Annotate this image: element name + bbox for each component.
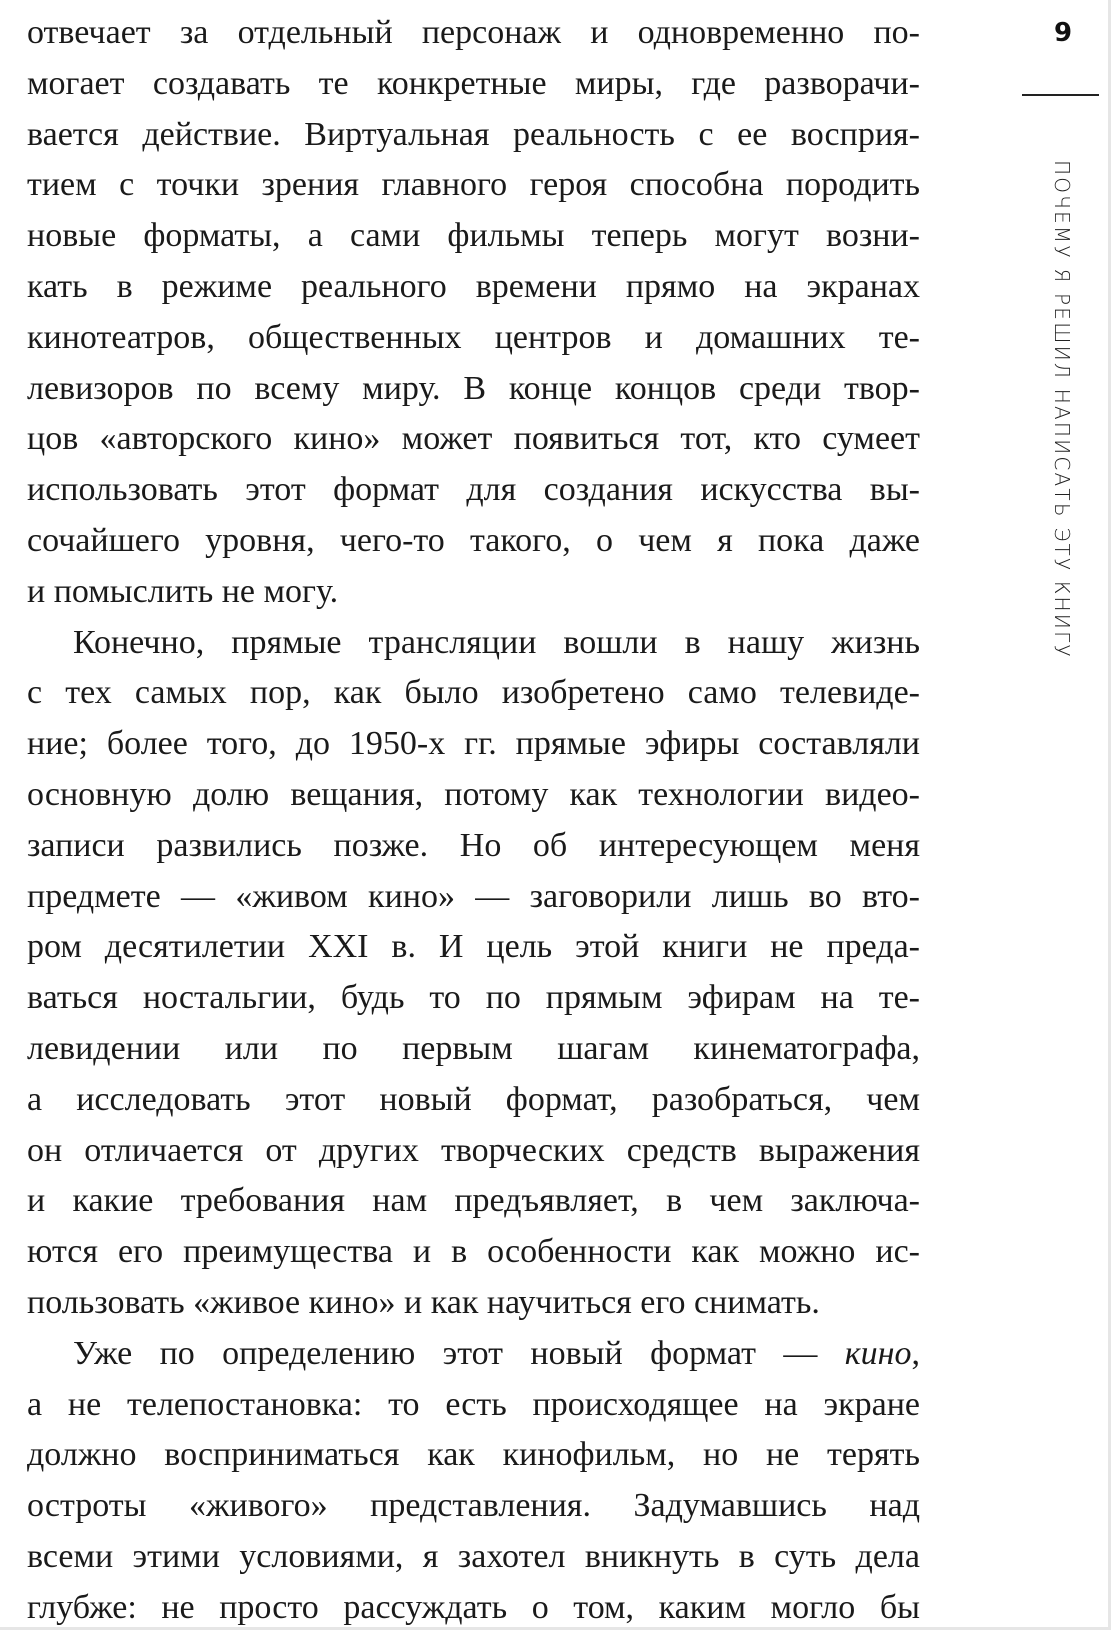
text-line [27, 516, 920, 567]
text-line [27, 618, 920, 669]
text-line [27, 160, 920, 211]
text-line-content: новые форматы, а сами фильмы теперь могут возни- [27, 217, 920, 255]
text-line [27, 1380, 920, 1431]
text-line [27, 211, 920, 262]
text-line-content: отвечает за отдельный персонаж и одновременно по- [27, 14, 920, 51]
text-line [27, 364, 920, 415]
text-line-content: и помыслить не могу. [27, 572, 339, 610]
text-line-content: предмете — «живом кино» — заговорили лишь во вто- [27, 877, 920, 915]
text-line [27, 1126, 920, 1177]
text-line [27, 1329, 920, 1380]
header-rule [1022, 94, 1099, 96]
page-number: 9 [1053, 18, 1073, 48]
text-line [27, 922, 920, 973]
text-line [27, 1278, 920, 1329]
text-line-content: пользовать «живое кино» и как научиться его снимать. [27, 1283, 820, 1321]
text-line-content: он отличается от других творческих средств выражения [27, 1131, 920, 1169]
text-line-content: ром десятилетии XXI в. И цель этой книги не преда- [27, 928, 920, 966]
text-line [27, 668, 920, 719]
text-line-content: цов «авторского кино» может появиться тот, кто сумеет [27, 420, 920, 458]
text-line [27, 8, 920, 59]
text-line-content: использовать этот формат для создания искусства вы- [27, 471, 920, 509]
text-line-content: вается действие. Виртуальная реальность с ее восприя- [27, 115, 920, 153]
text-line-content: а не телепостановка: то есть происходящее на экране [27, 1385, 920, 1423]
punctuation: , [911, 1334, 921, 1372]
text-line [27, 1430, 920, 1481]
text-line-content: глубже: не просто рассуждать о том, каким могло бы [27, 1588, 920, 1626]
text-line-content: тием с точки зрения главного героя способна породить [27, 166, 920, 204]
text-line-content: и какие требования нам предъявляет, в чем заключа- [27, 1182, 920, 1220]
text-line [27, 262, 920, 313]
text-line-content: могает создавать те конкретные миры, где разворачи- [27, 64, 920, 102]
text-line [27, 872, 920, 923]
text-line-content: ваться ностальгии, будь то по прямым эфирам на те- [27, 979, 920, 1017]
text-line [27, 1176, 920, 1227]
text-line-content: основную долю вещания, потому как технологии видео- [27, 775, 920, 813]
text-line-content: всеми этими условиями, я захотел вникнуть в суть дела [27, 1537, 920, 1575]
text-line [27, 719, 920, 770]
text-line [27, 821, 920, 872]
text-line-content: левизоров по всему миру. В конце концов среди твор- [27, 369, 920, 407]
text-line [27, 1532, 920, 1583]
text-line [27, 59, 920, 110]
text-line [27, 1583, 920, 1630]
text-line [27, 1481, 920, 1532]
text-line [27, 1024, 920, 1075]
text-line-content: Уже по определению этот новый формат — [73, 1334, 818, 1372]
text-line [27, 567, 920, 618]
body-text [27, 8, 920, 1630]
text-line-content: с тех самых пор, как было изобретено само телевиде- [27, 674, 920, 712]
text-line-content: должно восприниматься как кинофильм, но не терять [27, 1436, 920, 1474]
text-line [27, 414, 920, 465]
text-line [27, 110, 920, 161]
text-line-content: ются его преимущества и в особенности как можно ис- [27, 1233, 920, 1271]
running-header: ПОЧЕМУ Я РЕШИЛ НАПИСАТЬ ЭТУ КНИГУ [1050, 160, 1074, 659]
text-line-content: сочайшего уровня, чего-то такого, о чем я пока даже [27, 521, 920, 559]
text-line [27, 1075, 920, 1126]
text-line [27, 465, 920, 516]
text-line [27, 973, 920, 1024]
text-line-content: левидении или по первым шагам кинематографа, [27, 1029, 920, 1067]
text-line-content: кать в режиме реального времени прямо на экранах [27, 267, 920, 305]
text-line-content: записи развились позже. Но об интересующем меня [27, 826, 920, 864]
text-line-content: Конечно, прямые трансляции вошли в нашу жизнь [73, 623, 920, 661]
text-line [27, 1227, 920, 1278]
text-line-content: кинотеатров, общественных центров и домашних те- [27, 318, 920, 356]
text-line-content: ние; более того, до 1950-х гг. прямые эфиры составляли [27, 725, 920, 763]
text-line-content: остроты «живого» представления. Задумавшись над [27, 1487, 920, 1525]
text-line-content: а исследовать этот новый формат, разобраться, чем [27, 1080, 920, 1118]
italic-emphasis: кино [844, 1334, 912, 1372]
text-line [27, 313, 920, 364]
text-line [27, 770, 920, 821]
